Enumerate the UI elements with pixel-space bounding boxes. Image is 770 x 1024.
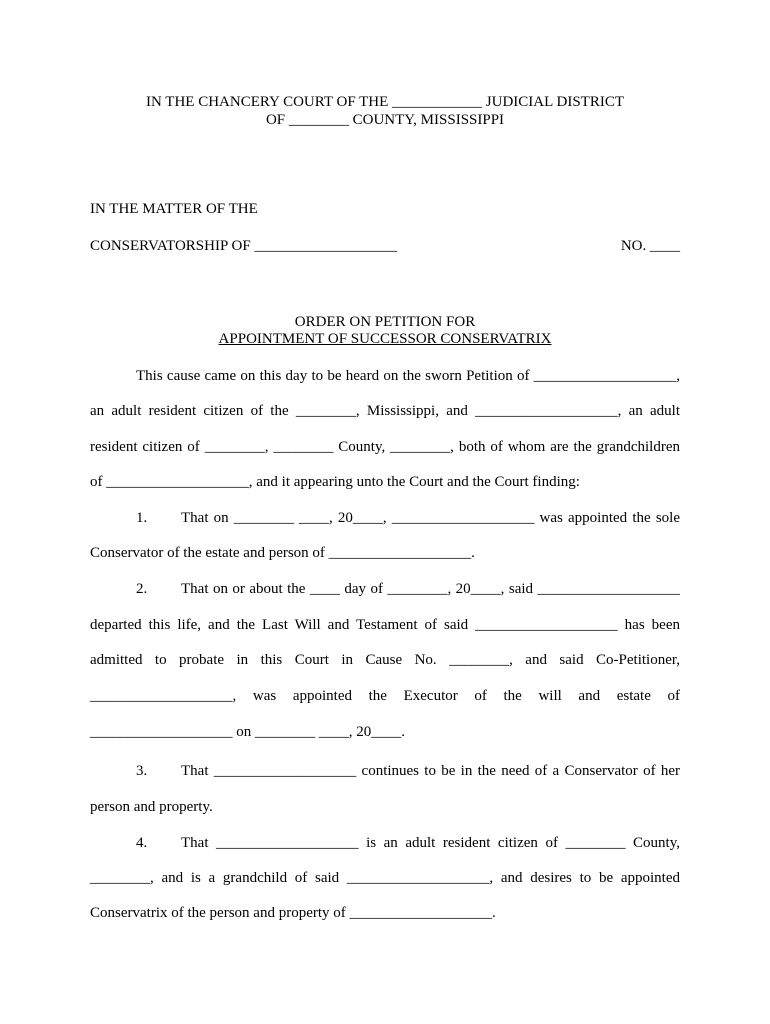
body-line: admitted to probate in this Court in Cause No. ________, and said Co-Petitioner, bbox=[90, 652, 680, 668]
body-line: departed this life, and the Last Will and Testament of said ___________________ has been bbox=[90, 617, 680, 633]
body-line: an adult resident citizen of the ________, Mississippi, and ___________________, an adult bbox=[90, 403, 680, 419]
conservatorship-label: CONSERVATORSHIP OF ___________________ bbox=[90, 238, 397, 254]
matter-label: IN THE MATTER OF THE bbox=[90, 201, 258, 217]
body-line: ________, and is a grandchild of said ___________________, and desires to be appointed bbox=[90, 870, 680, 886]
item-number-1: 1. bbox=[136, 510, 148, 526]
title-line1: ORDER ON PETITION FOR bbox=[294, 314, 476, 330]
body-line: That ___________________ is an adult resident citizen of ________ County, bbox=[181, 835, 680, 851]
title-line2: APPOINTMENT OF SUCCESSOR CONSERVATRIX bbox=[218, 331, 552, 347]
item-number-4: 4. bbox=[136, 835, 148, 851]
item-number-2: 2. bbox=[136, 581, 148, 597]
case-number: NO. ____ bbox=[620, 238, 680, 254]
body-line: person and property. bbox=[90, 799, 213, 815]
body-line: That ___________________ continues to be in the need of a Conservator of her bbox=[181, 763, 680, 779]
court-header-line1: IN THE CHANCERY COURT OF THE ____________ JUDICIAL DISTRICT bbox=[145, 94, 624, 110]
body-line: That on ________ ____, 20____, ___________________ was appointed the sole bbox=[181, 510, 680, 526]
body-line: That on or about the ____ day of ________, 20____, said ___________________ bbox=[181, 581, 680, 597]
body-line: resident citizen of ________, ________ County, ________, both of whom are the grandchildren bbox=[90, 439, 680, 455]
body-line: ___________________ on ________ ____, 20____. bbox=[90, 724, 405, 740]
body-line: Conservatrix of the person and property of ___________________. bbox=[90, 905, 496, 921]
item-number-3: 3. bbox=[136, 763, 148, 779]
court-header-line2: OF ________ COUNTY, MISSISSIPPI bbox=[265, 112, 505, 128]
body-line: ___________________, was appointed the Executor of the will and estate of bbox=[90, 688, 680, 704]
body-line: Conservator of the estate and person of ___________________. bbox=[90, 545, 475, 561]
body-line: of ___________________, and it appearing unto the Court and the Court finding: bbox=[90, 474, 580, 490]
body-line: This cause came on this day to be heard on the sworn Petition of ___________________, bbox=[136, 368, 680, 384]
